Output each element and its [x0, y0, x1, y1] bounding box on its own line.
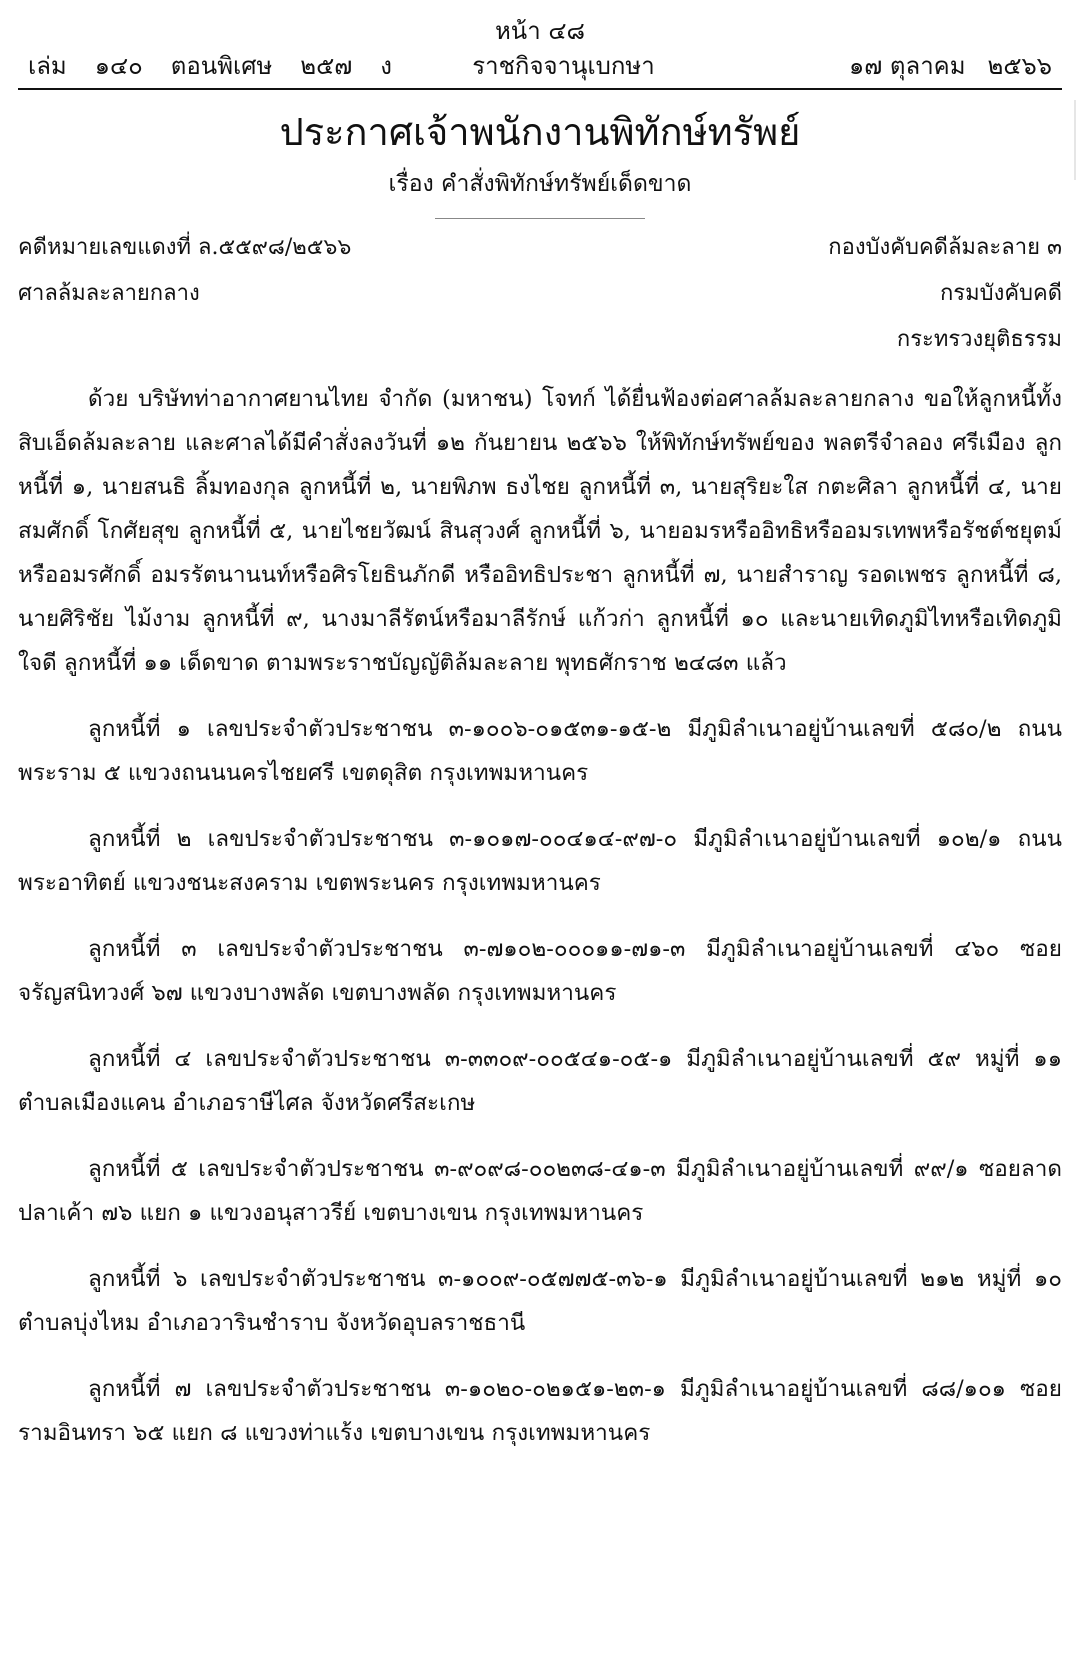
gazette-name: ราชกิจจานุเบกษา: [472, 52, 655, 80]
debtor-paragraph-2: ลูกหนี้ที่ ๒ เลขประจำตัวประชาชน ๓-๑๐๑๗-๐๐๔๑๔-๙๗-๐ มีภูมิลำเนาอยู่บ้านเลขที่ ๑๐๒/๑ ถนนพระอาทิตย์ แขวงชนะสงคราม เขตพระนคร กรุงเทพมหานคร: [18, 826, 1062, 896]
division-name: กองบังคับคดีล้มละลาย ๓: [828, 235, 1062, 260]
debtor-paragraph-4: ลูกหนี้ที่ ๔ เลขประจำตัวประชาชน ๓-๓๓๐๙-๐๐๕๔๑-๐๕-๑ มีภูมิลำเนาอยู่บ้านเลขที่ ๕๙ หมู่ที่ ๑๑ ตำบลเมืองแคน อำเภอราษีไศล จังหวัดศรีสะเกษ: [18, 1046, 1062, 1116]
court-name: ศาลล้มละลายกลาง: [18, 281, 200, 306]
department-name: กรมบังคับคดี: [939, 281, 1062, 306]
meta-row-1: [18, 225, 1062, 271]
gazette-date: [827, 48, 1052, 84]
debtor-paragraph-1: ลูกหนี้ที่ ๑ เลขประจำตัวประชาชน ๓-๑๐๐๖-๐๑๕๓๑-๑๕-๒ มีภูมิลำเนาอยู่บ้านเลขที่ ๕๘๐/๒ ถนนพระราม ๕ แขวงถนนนครไชยศรี เขตดุสิต กรุงเทพมหานคร: [18, 716, 1062, 786]
announcement-title: ประกาศเจ้าพนักงานพิทักษ์ทรัพย์: [279, 110, 801, 154]
meta-row-2: [18, 271, 1062, 317]
section-letter: ง: [380, 52, 393, 80]
issue-number: ๒๕๗: [300, 52, 353, 80]
intro-paragraph: ด้วย บริษัทท่าอากาศยานไทย จำกัด (มหาชน) โจทก์ ได้ยื่นฟ้องต่อศาลล้มละลายกลาง ขอให้ลูกหนี้ทั้งสิบเอ็ดล้มละลาย และศาลได้มีคำสั่งลงวันที่ ๑๒ กันยายน ๒๕๖๖ ให้พิทักษ์ทรัพย์ของ พลตรีจำลอง ศรีเมือง ลูกหนี้ที่ ๑, นายสนธิ ลิ้มทองกุล ลูกหนี้ที่ ๒, นายพิภพ ธงไชย ลูกหนี้ที่ ๓, นายสุริยะใส กตะศิลา ลูกหนี้ที่ ๔, นายสมศักดิ์ โกศัยสุข ลูกหนี้ที่ ๕, นายไชยวัฒน์ สินสุวงศ์ ลูกหนี้ที่ ๖, นายอมรหรืออิทธิหรืออมรเทพหรือรัชต์ชยุตม์หรืออมรศักดิ์ อมรรัตนานนท์หรือศิรโยธินภักดี หรืออิทธิประชา ลูกหนี้ที่ ๗, นายสำราญ รอดเพชร ลูกหนี้ที่ ๘, นายศิริชัย ไม้งาม ลูกหนี้ที่ ๙, นางมาลีรัตน์หรือมาลีรักษ์ แก้วก่า ลูกหนี้ที่ ๑๐ และนายเทิดภูมิไทหรือเทิดภูมิ ใจดี ลูกหนี้ที่ ๑๑ เด็ดขาด ตามพระราชบัญญัติล้มละลาย พุทธศักราช ๒๔๘๓ แล้ว: [18, 386, 1062, 676]
ministry-name: กระทรวงยุติธรรม: [896, 327, 1062, 352]
page-number: หน้า ๔๘: [494, 17, 585, 45]
case-meta: [18, 225, 1062, 363]
volume-label: เล่ม: [28, 52, 67, 80]
volume-number: ๑๔๐: [94, 52, 143, 80]
volume-issue: [28, 48, 420, 84]
debtor-paragraph-6: ลูกหนี้ที่ ๖ เลขประจำตัวประชาชน ๓-๑๐๐๙-๐๕๗๗๕-๓๖-๑ มีภูมิลำเนาอยู่บ้านเลขที่ ๒๑๒ หมู่ที่ ๑๐ ตำบลบุ่งไหม อำเภอวารินชำราบ จังหวัดอุบลราชธานี: [18, 1266, 1062, 1336]
divider: [435, 218, 645, 219]
debtor-paragraph-3: ลูกหนี้ที่ ๓ เลขประจำตัวประชาชน ๓-๗๑๐๒-๐๐๐๑๑-๗๑-๓ มีภูมิลำเนาอยู่บ้านเลขที่ ๔๖๐ ซอยจรัญสนิทวงศ์ ๖๗ แขวงบางพลัด เขตบางพลัด กรุงเทพมหานคร: [18, 936, 1062, 1006]
date-year: ๒๕๖๖: [987, 52, 1052, 80]
gazette-page: [18, 10, 1062, 1455]
issue-label: ตอนพิเศษ: [170, 52, 273, 80]
debtor-paragraph-7: ลูกหนี้ที่ ๗ เลขประจำตัวประชาชน ๓-๑๐๒๐-๐๒๑๕๑-๒๓-๑ มีภูมิลำเนาอยู่บ้านเลขที่ ๘๘/๑๐๑ ซอยรามอินทรา ๖๕ แยก ๘ แขวงท่าแร้ง เขตบางเขน กรุงเทพมหานคร: [18, 1376, 1062, 1446]
scrollbar-track[interactable]: [1074, 100, 1076, 180]
announcement-subject: เรื่อง คำสั่งพิทักษ์ทรัพย์เด็ดขาด: [388, 171, 692, 197]
case-number: คดีหมายเลขแดงที่ ล.๕๕๙๘/๒๕๖๖: [18, 235, 352, 260]
debtor-paragraph-5: ลูกหนี้ที่ ๕ เลขประจำตัวประชาชน ๓-๙๐๙๘-๐๐๒๓๘-๔๑-๓ มีภูมิลำเนาอยู่บ้านเลขที่ ๙๙/๑ ซอยลาดปลาเค้า ๗๖ แยก ๑ แขวงอนุสาวรีย์ เขตบางเขน กรุงเทพมหานคร: [18, 1156, 1062, 1226]
date-day-month: ๑๗ ตุลาคม: [848, 52, 966, 80]
gazette-header: [18, 48, 1062, 90]
